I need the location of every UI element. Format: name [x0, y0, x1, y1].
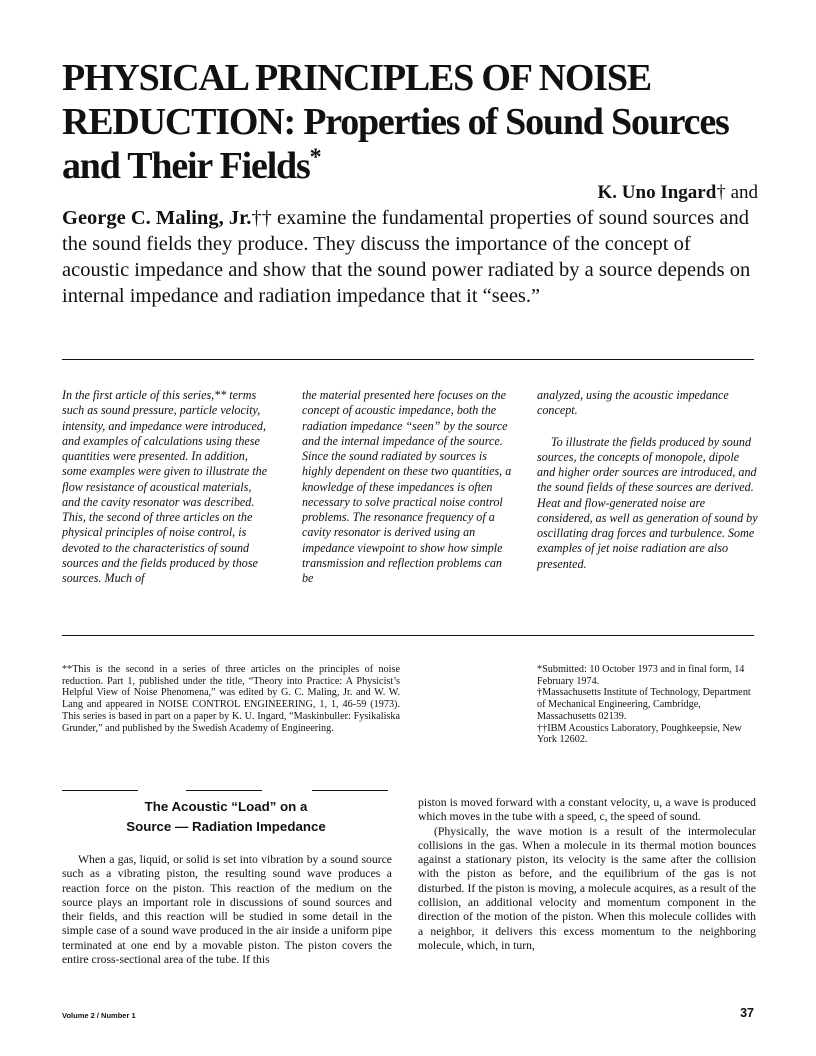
footnote-series	[62, 664, 400, 734]
rule-section-left	[62, 790, 138, 791]
author-2-mark: ††	[251, 207, 272, 229]
journal-volume: Volume 2 / Number 1	[62, 1011, 136, 1020]
section-heading-line-2: Source — Radiation Impedance	[126, 819, 326, 834]
author-2-name: George C. Maling, Jr.	[62, 207, 252, 229]
author-1-name: K. Uno Ingard	[597, 182, 717, 203]
abstract-text-2: the material presented here focuses on the concept of acoustic impedance, both the radiation impedance “seen” by the source and the internal impedance of the source. Since the sound radiated by sources is highly dependent on these two quantities, a knowledge of these impedances is often necessary to solve practical noise control problems. The resonance frequency of a cavity resonator is derived using an impedance viewpoint to show how simple transmission and reflection problems can be	[302, 388, 512, 585]
footnote-submitted: *Submitted: 10 October 1973 and in final form, 14 February 1974.	[537, 664, 745, 687]
abstract-text-3b: To illustrate the fields produced by sound sources, the concepts of monopole, dipole and higher order sources are introduced, and the sound fields of these sources are derived. Heat and flow-generated noise are considered, as well as generation of sound by oscillating drag forces and turbulence. Some examples of jet noise radiation are also presented.	[537, 434, 758, 571]
rule-section-mid	[186, 790, 262, 791]
footnote-series-text: **This is the second in a series of three articles on the principles of noise reduction. Part 1, published under the title, “Theory into Practice: A Physicist’s Helpful View of Noise Phenomena,” was edited by G. C. Maling, Jr. and W. W. Lang and appeared in NOISE CONTROL ENGINEERING, 1, 1, 46-59 (1973). This series is based in part on a paper by K. U. Ingard, “Maskinbuller: Fysikaliska Grunder,” and published by the Swedish Academy of Engineering.	[62, 664, 400, 734]
author-connector: and	[725, 182, 758, 203]
body-paragraph: (Physically, the wave motion is a result of the intermolecular collisions in the gas. When a molecule in its thermal motion bounces against a stationary piston, its velocity is the same after the collision with the piston as before, and the equilibrium of the gas is not disturbed. If the piston is moving, a molecule acquires, as a result of the collision, an additional velocity and momentum component in the direction of the motion of the piston. When this molecule collides with a neighbor, it delivers this excess momentum to the neighboring molecule, which, in turn,	[418, 824, 756, 952]
abstract-column-3	[537, 388, 759, 572]
rule-above-abstract	[62, 359, 754, 360]
body-column-left	[62, 853, 392, 967]
section-heading-line-1: The Acoustic “Load” on a	[144, 799, 308, 814]
body-paragraph: When a gas, liquid, or solid is set into vibration by a sound source such as a vibrating piston, the resulting sound wave produces a reaction force on the piston. This reaction of the medium on the source plays an important role in discussions of sound sources and their fields, and this reaction will be studied in some detail in the simple case of a sound wave produced in the air inside a uniform pipe terminated at one end by a movable piston. The piston covers the entire cross-sectional area of the tube. If this	[62, 853, 392, 967]
footnote-ibm: ††IBM Acoustics Laboratory, Poughkeepsie, New York 12602.	[537, 722, 742, 746]
byline-first-author	[598, 182, 758, 204]
abstract-column-2	[302, 388, 512, 586]
section-heading	[62, 797, 390, 837]
body-column-right	[418, 796, 756, 953]
abstract-column-1	[62, 388, 272, 586]
intro-text: examine the fundamental properties of sound sources and the sound fields they produce. They discuss the importance of the concept of acoustic impedance and show that the sound power radiated by a source depends on internal impedance and radiation impedance that it “sees.”	[62, 207, 751, 307]
author-1-mark: †	[716, 182, 726, 203]
abstract-text-3a: analyzed, using the acoustic impedance concept.	[537, 388, 729, 418]
rule-section-right	[312, 790, 388, 791]
rule-below-abstract	[62, 635, 754, 636]
abstract-text-1: In the first article of this series,** terms such as sound pressure, particle velocity, intensity, and impedance were introduced, and examples of calculations using these quantities were presented. In addition, some examples were given to illustrate the flow resistance of acoustical materials, and the cavity resonator was described. This, the second of three articles on the physical principles of noise control, is devoted to the characteristics of sound sources and the fields produced by those sources. Much of	[62, 388, 268, 585]
footnote-mit: †Massachusetts Institute of Technology, Department of Mechanical Engineering, Cambridge, Massachusetts 02139.	[537, 687, 751, 722]
footnotes-affiliations	[537, 664, 759, 746]
page-number: 37	[740, 1006, 754, 1020]
intro-summary	[62, 205, 762, 309]
body-paragraph: piston is moved forward with a constant velocity, u, a wave is produced which moves in the tube with a speed, c, the speed of sound.	[418, 796, 756, 824]
article-title-text: PHYSICAL PRINCIPLES OF NOISE REDUCTION: Properties of Sound Sources and Their Fields	[62, 57, 729, 187]
title-footnote-mark: *	[309, 144, 321, 171]
article-title	[62, 56, 762, 188]
